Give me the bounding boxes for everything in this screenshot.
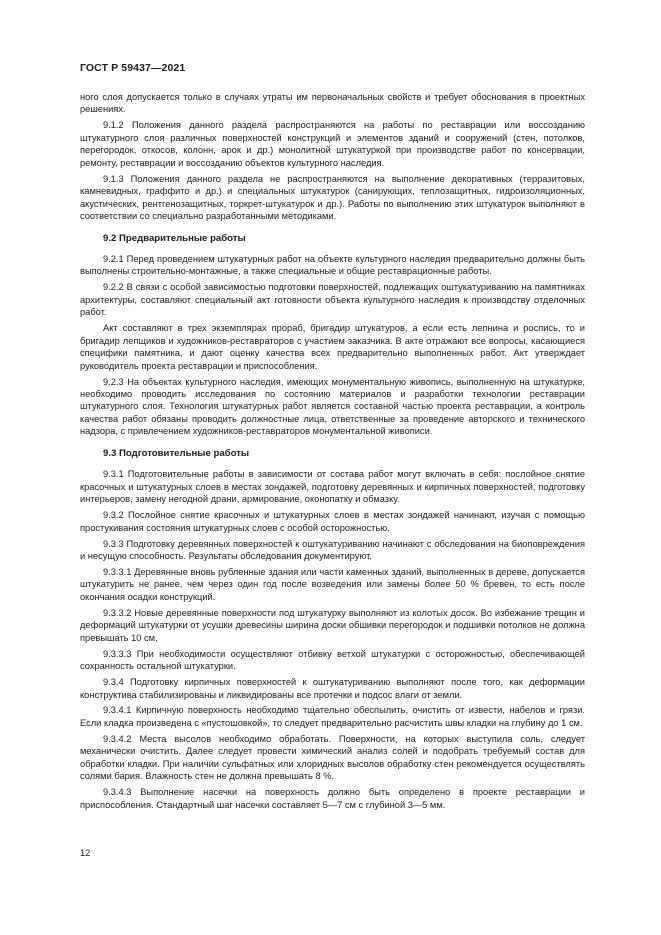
- clause-9-1-2: 9.1.2 Положения данного раздела распространяются на работы по реставрации или воссозданию штукатурного слоя различных поверхностей конструкций и элементов зданий и сооружений (стен, потолков, перегородок, откосов, колонн, арок и др.) монолитной штукатуркой при производстве работ по консервации, ремонту, реставрации и воссозданию объектов культурного наследия.: [80, 120, 585, 168]
- clause-9-3-4: 9.3.4 Подготовку кирпичных поверхностей к оштукатуриванию выполняют после того, как деформации конструктива стабилизированы и ликвидированы все протечки и подсос влаги от земли.: [80, 677, 585, 700]
- clause-9-3-4-1: 9.3.4.1 Кирпичную поверхность необходимо тщательно обеспылить, очистить от извести, набелов и грязи. Если кладка произведена с «пустошовкой», то следует предварительно расчистить швы кладки на глубину до 1 см.: [80, 705, 585, 728]
- clause-9-3-3-1: 9.3.3.1 Деревянные вновь рубленные здания или части каменных зданий, выполненных в дереве, допускается штукатурить не ранее, чем через один год после возведения или замены более 50 % бревен, то есть после окончания осадки конструкций.: [80, 566, 585, 602]
- clause-9-3-4-3: 9.3.4.3 Выполнение насечки на поверхность должно быть определено в проекте реставрации и приспособления. Стандартный шаг насечки составляет 5—7 см с глубиной 3—5 мм.: [80, 787, 585, 810]
- standard-designation: ГОСТ Р 59437—2021: [80, 62, 186, 74]
- document-body: [80, 91, 585, 815]
- clause-9-3-2: 9.3.2 Послойное снятие красочных и штукатурных слоев в местах зондажей начинают, изучая с помощью простукивания состояния штукатурных слоев с особой осторожностью.: [80, 510, 585, 533]
- clause-9-2-3: 9.2.3 На объектах культурного наследия, имеющих монументальную живопись, выполненную на штукатурке, необходимо проводить исследования по состоянию материалов и разработки технологии реставрации штукатурного слоя. Технология штукатурных работ является составной частью проекта реставрации, а контроль качества работ обязаны проводить должностные лица, ответственные за проведение авторского и технического надзора, с привлечением художников-реставраторов монументальной живописи.: [80, 376, 585, 437]
- clause-9-2-1: 9.2.1 Перед проведением штукатурных работ на объекте культурного наследия предварительно должны быть выполнены строительно-монтажные, а также специальные и общие реставрационные работы.: [80, 253, 585, 277]
- clause-9-3-3: 9.3.3 Подготовку деревянных поверхностей к оштукатуриванию начинают с обследования на биоповреждения и несущую способность. Результаты обследования документируют.: [80, 538, 585, 561]
- paragraph-continuation: ного слоя допускается только в случаях утраты им первоначальных свойств и требует обоснования в проектных решениях.: [80, 92, 585, 115]
- section-heading-9-2: 9.2 Предварительные работы: [103, 232, 246, 244]
- clause-9-1-3: 9.1.3 Положения данного раздела не распространяются на выполнение декоративных (терразитовых, камневидных, граффито и др.) и специальных штукатурок (санирующих, теплозащитных, гидроизоляционных, акустических, рентгенозащитных, торкрет-штукатурок и др.). Работы по выполнению этих штукатурок выполняют в соответствии со специально разработанными методиками.: [80, 173, 585, 222]
- page-number: 12: [80, 848, 91, 858]
- paragraph-act: Акт составляют в трех экземплярах прораб, бригадир штукатуров, а если есть лепнина и роспись, то и бригадир лепщиков и художников-реставраторов с участием заказчика. В акте отражают все вопросы, касающиеся специфики памятника, и дают оценку качества всех предварительно выполненных работ. Акт утверждает руководитель проекта реставрации и приспособления.: [80, 323, 585, 371]
- clause-9-3-4-2: 9.3.4.2 Места высолов необходимо обработать. Поверхности, на которых выступила соль, следует механически очистить. Далее следует провести химический анализ солей и подобрать требуемый состав для обработки кладки. При наличии сульфатных или хлоридных высолов обработку стен рекомендуется осуществлять солями бария. Влажность стен не должна превышать 8 %.: [80, 733, 585, 782]
- clause-9-3-1: 9.3.1 Подготовительные работы в зависимости от состава работ могут включать в себя: послойное снятие красочных и штукатурных слоев в местах зондажей, подготовку деревянных и кирпичных поверхностей, подготовку интерьеров, замену негодной драни, армирование, оконопатку и обмазку.: [80, 469, 585, 505]
- clause-9-3-3-2: 9.3.3.2 Новые деревянные поверхности под штукатурку выполняют из колотых досок. Во избежание трещин и деформаций штукатурки от усушки древесины ширина доски обшивки перегородок и подшивки потолков не должна превышать 10 см.: [80, 607, 585, 643]
- section-heading-9-3: 9.3 Подготовительные работы: [103, 447, 250, 459]
- clause-9-2-2: 9.2.2 В связи с особой зависимостью подготовки поверхностей, подлежащих оштукатуриванию на памятниках архитектуры, составляют специальный акт готовности объекта культурного наследия к производству отделочных работ.: [80, 282, 585, 318]
- clause-9-3-3-3: 9.3.3.3 При необходимости осуществляют отбивку ветхой штукатурки с осторожностью, обеспечивающей сохранность остальной штукатурки.: [80, 648, 585, 672]
